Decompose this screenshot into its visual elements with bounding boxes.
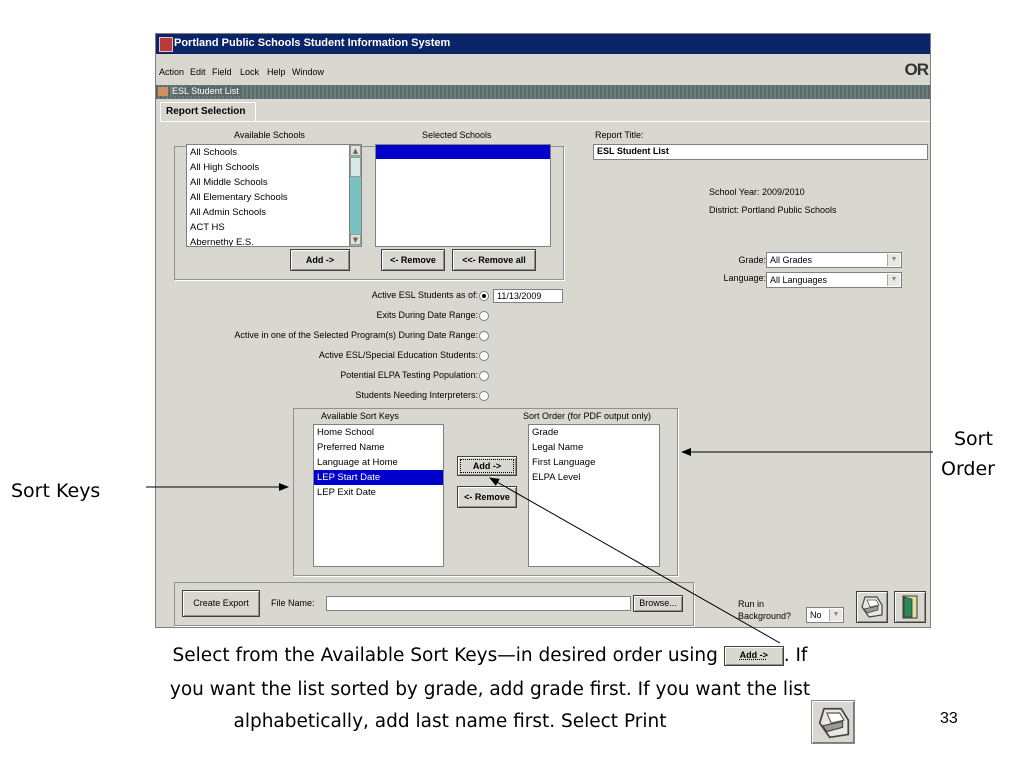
caption-line-3: alphabetically, add last name first. Select Print	[233, 711, 667, 732]
brand-logo: OR	[904, 60, 928, 79]
list-item[interactable]: Legal Name	[532, 442, 584, 453]
list-item[interactable]: Home School	[317, 427, 375, 438]
menu-window[interactable]: Window	[292, 67, 325, 77]
page-number: 33	[940, 710, 958, 727]
arrow-to-add-button	[490, 478, 780, 643]
report-title-label: Report Title:	[595, 130, 644, 140]
list-item[interactable]: Language at Home	[317, 457, 398, 468]
sort-order-label: Sort Order (for PDF output only)	[523, 411, 652, 421]
option-label-program: Active in one of the Selected Program(s) During Date Range:	[234, 330, 478, 340]
form-title: ESL Student List	[172, 86, 242, 96]
tab-label: Report Selection	[166, 106, 246, 117]
language-value: All Languages	[770, 275, 828, 285]
remove-all-schools-button[interactable]: <<- Remove all	[452, 249, 536, 271]
grade-value: All Grades	[770, 255, 813, 265]
inline-add-button-image: Add ->	[724, 646, 784, 666]
window-title: Portland Public Schools Student Information System	[174, 37, 451, 49]
as-of-date-input[interactable]: 11/13/2009	[493, 289, 563, 303]
list-item[interactable]: ACT HS	[190, 222, 225, 233]
list-item[interactable]: All Middle Schools	[190, 177, 268, 188]
create-export-button[interactable]: Create Export	[182, 590, 260, 617]
chevron-down-icon[interactable]: ▼	[887, 274, 900, 286]
run-background-value: No	[810, 610, 822, 620]
chevron-down-icon[interactable]: ▼	[829, 609, 842, 621]
remove-school-button[interactable]: <- Remove	[381, 249, 445, 271]
list-item[interactable]: All Admin Schools	[190, 207, 267, 218]
available-sort-keys-label: Available Sort Keys	[321, 411, 399, 421]
caption-text-1a: Select from the Available Sort Keys—in desired order using	[172, 645, 718, 666]
list-item[interactable]: LEP Exit Date	[317, 487, 376, 498]
annotation-sort-order-1: Sort	[954, 428, 993, 450]
list-item[interactable]: First Language	[532, 457, 596, 468]
add-school-button[interactable]: Add ->	[290, 249, 350, 271]
background-label: Background?	[738, 611, 792, 621]
menu-action[interactable]: Action	[159, 67, 185, 77]
annotation-sort-order-2: Order	[941, 458, 995, 480]
list-item[interactable]: Preferred Name	[317, 442, 385, 453]
file-name-label: File Name:	[271, 598, 315, 608]
menu-edit[interactable]: Edit	[190, 67, 206, 77]
caption-line-2: you want the list sorted by grade, add grade first. If you want the list	[169, 679, 811, 700]
option-label-interpreters: Students Needing Interpreters:	[355, 390, 478, 400]
option-label-elpa: Potential ELPA Testing Population:	[340, 370, 478, 380]
district-text: District: Portland Public Schools	[709, 205, 837, 215]
selected-schools-label: Selected Schools	[422, 130, 492, 140]
run-in-label: Run in	[738, 599, 765, 609]
list-item[interactable]: Grade	[532, 427, 559, 438]
option-label-special-ed: Active ESL/Special Education Students:	[318, 350, 478, 360]
list-item[interactable]: All Schools	[190, 147, 237, 158]
option-label-exits: Exits During Date Range:	[376, 310, 478, 320]
list-item[interactable]: All Elementary Schools	[190, 192, 288, 203]
menu-lock[interactable]: Lock	[240, 67, 260, 77]
caption-print-icon-image	[811, 700, 855, 744]
available-schools-label: Available Schools	[234, 130, 305, 140]
chevron-down-icon[interactable]: ▼	[887, 254, 900, 266]
list-item[interactable]: ELPA Level	[532, 472, 581, 483]
menu-help[interactable]: Help	[267, 67, 286, 77]
remove-sort-key-button[interactable]: <- Remove	[457, 486, 517, 508]
scroll-up-icon[interactable]: ▲	[350, 145, 361, 156]
add-sort-key-button[interactable]: Add ->	[457, 456, 517, 476]
list-item-selected[interactable]: LEP Start Date	[314, 470, 443, 485]
print-icon	[814, 703, 854, 743]
annotation-sort-keys: Sort Keys	[11, 480, 101, 502]
caption-text-1b: . If	[783, 645, 808, 666]
list-item[interactable]: All High Schools	[190, 162, 260, 173]
option-label-active: Active ESL Students as of:	[371, 290, 478, 300]
menu-field[interactable]: Field	[212, 67, 232, 77]
browse-button[interactable]: Browse...	[633, 595, 683, 612]
caption-line-1	[40, 642, 940, 670]
list-item[interactable]: Abernethy E.S.	[190, 237, 254, 247]
language-label: Language:	[723, 273, 766, 283]
scroll-down-icon[interactable]: ▼	[350, 234, 361, 245]
grade-label: Grade:	[738, 255, 766, 265]
school-year-text: School Year: 2009/2010	[709, 187, 805, 197]
report-title-input[interactable]: ESL Student List	[593, 144, 928, 160]
